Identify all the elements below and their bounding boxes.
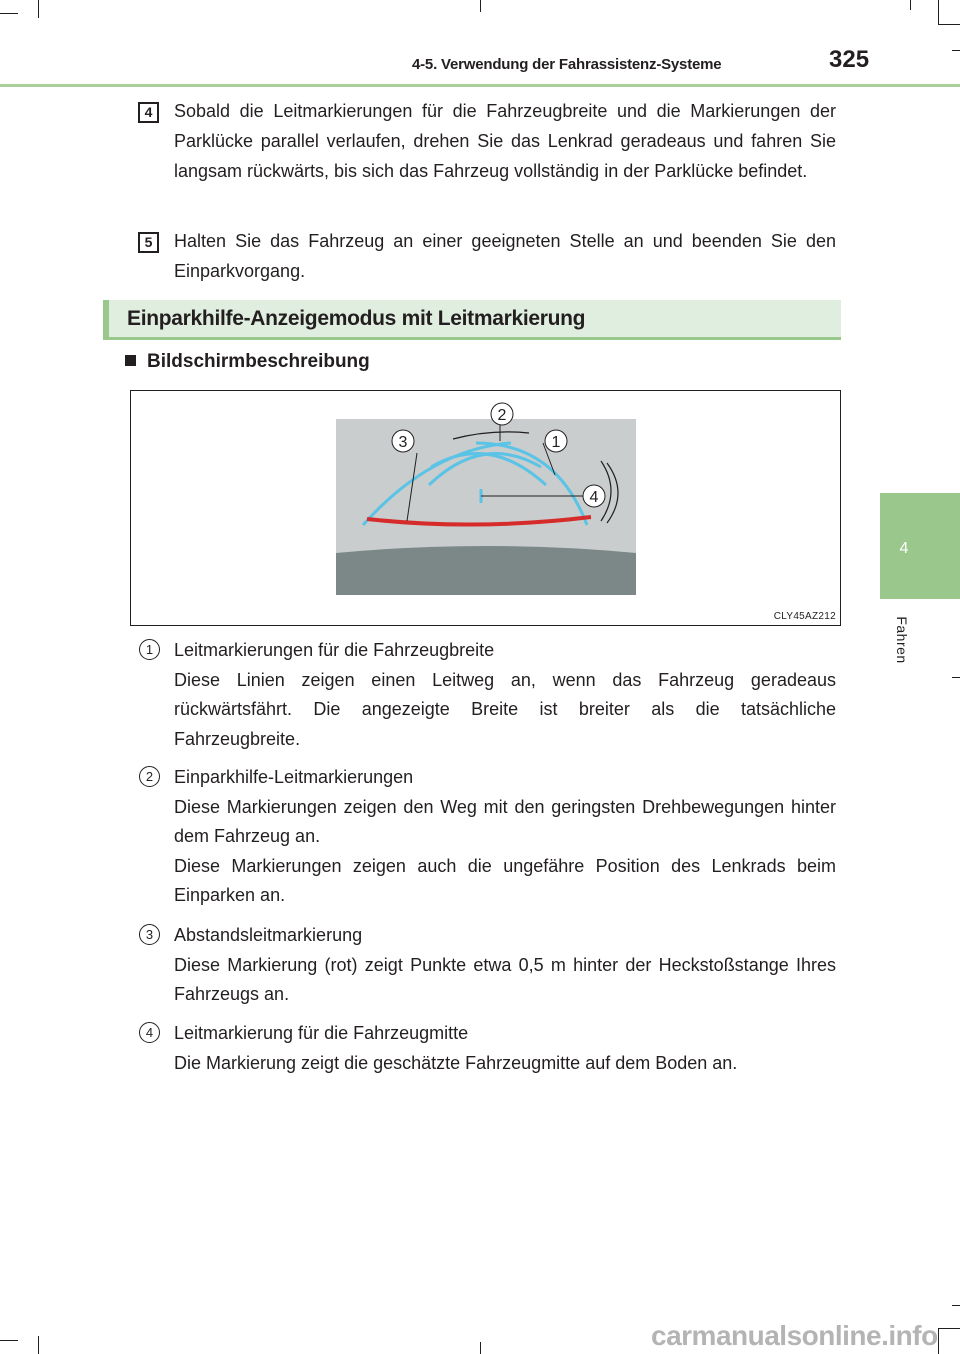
crop-mark [910, 0, 911, 10]
header-section-title: 4-5. Verwendung der Fahrassistenz-Systeme [412, 56, 722, 73]
description-item [174, 921, 836, 1010]
chapter-number: 4 [899, 540, 909, 557]
item-number-circle: 3 [139, 924, 160, 945]
item-title: Einparkhilfe-Leitmarkierungen [174, 767, 414, 787]
item-title: Abstandsleitmarkierung [174, 925, 363, 945]
step-number-box: 4 [138, 102, 159, 123]
crop-mark [38, 1336, 39, 1354]
crop-mark [480, 0, 481, 12]
item-text: Diese Linien zeigen einen Leitweg an, wenn das Fahrzeug geradeaus rückwärtsfährt. Die angezeigte Breite ist breiter als die tatsächliche Fahrzeugbreite. [174, 669, 836, 749]
item-text: Diese Markierungen zeigen den Weg mit den geringsten Drehbewegungen hinter dem Fahrzeug an. [174, 796, 836, 846]
crop-mark [952, 677, 960, 678]
callout-number: 2 [497, 407, 507, 424]
callout-number: 4 [589, 489, 599, 506]
step-text: Halten Sie das Fahrzeug an einer geeigneten Stelle an und beenden Sie den Einparkvorgang. [174, 231, 836, 281]
watermark-text: carmanualsonline.info [651, 1320, 938, 1351]
crop-mark [38, 0, 39, 18]
crop-mark [0, 13, 18, 14]
item-number-circle: 4 [139, 1022, 160, 1043]
crop-mark [938, 24, 960, 25]
item-title: Leitmarkierungen für die Fahrzeugbreite [174, 640, 495, 660]
callout-number: 1 [551, 434, 561, 451]
item-text: Die Markierung zeigt die geschätzte Fahrzeugmitte auf dem Boden an. [174, 1052, 738, 1073]
page-number: 325 [829, 46, 870, 73]
callout-number: 3 [398, 434, 408, 451]
description-item [174, 1019, 836, 1078]
crop-mark [952, 50, 960, 51]
description-item [174, 763, 836, 911]
camera-screen-figure [130, 390, 841, 626]
section-title: Einparkhilfe-Anzeigemodus mit Leitmarkierung [127, 307, 586, 330]
crop-mark [0, 1340, 18, 1341]
subheading-text: Bildschirmbeschreibung [147, 351, 370, 372]
item-title: Leitmarkierung für die Fahrzeugmitte [174, 1023, 469, 1043]
camera-screen-illustration [131, 391, 839, 624]
crop-mark [938, 1328, 939, 1354]
item-number-circle: 1 [139, 639, 160, 660]
section-heading [103, 300, 841, 340]
item-text: Diese Markierung (rot) zeigt Punkte etwa 0,5 m hinter der Heckstoßstange Ihres Fahrzeugs an. [174, 954, 836, 1004]
figure-code: CLY45AZ212 [773, 611, 836, 622]
ground-area [336, 546, 636, 595]
item-text: Diese Markierungen zeigen auch die ungefähre Position des Lenkrads beim Einparken an. [174, 855, 836, 905]
item-number-circle: 2 [139, 766, 160, 787]
chapter-label: Fahren [894, 616, 910, 664]
step-text: Sobald die Leitmarkierungen für die Fahrzeugbreite und die Markierungen der Parklücke parallel verlaufen, drehen Sie das Lenkrad geradeaus und fahren Sie langsam rückwärts, bis sich das Fahrzeug vollständig in der Parklücke befindet. [174, 101, 836, 181]
crop-mark [480, 1342, 481, 1354]
crop-mark [938, 0, 939, 24]
step-number-box: 5 [138, 232, 159, 253]
bullet-square-icon [125, 355, 136, 366]
crop-mark [938, 1328, 960, 1329]
description-item [174, 636, 836, 754]
crop-mark [952, 1305, 960, 1306]
subheading [125, 351, 370, 373]
header-rule [0, 84, 960, 87]
